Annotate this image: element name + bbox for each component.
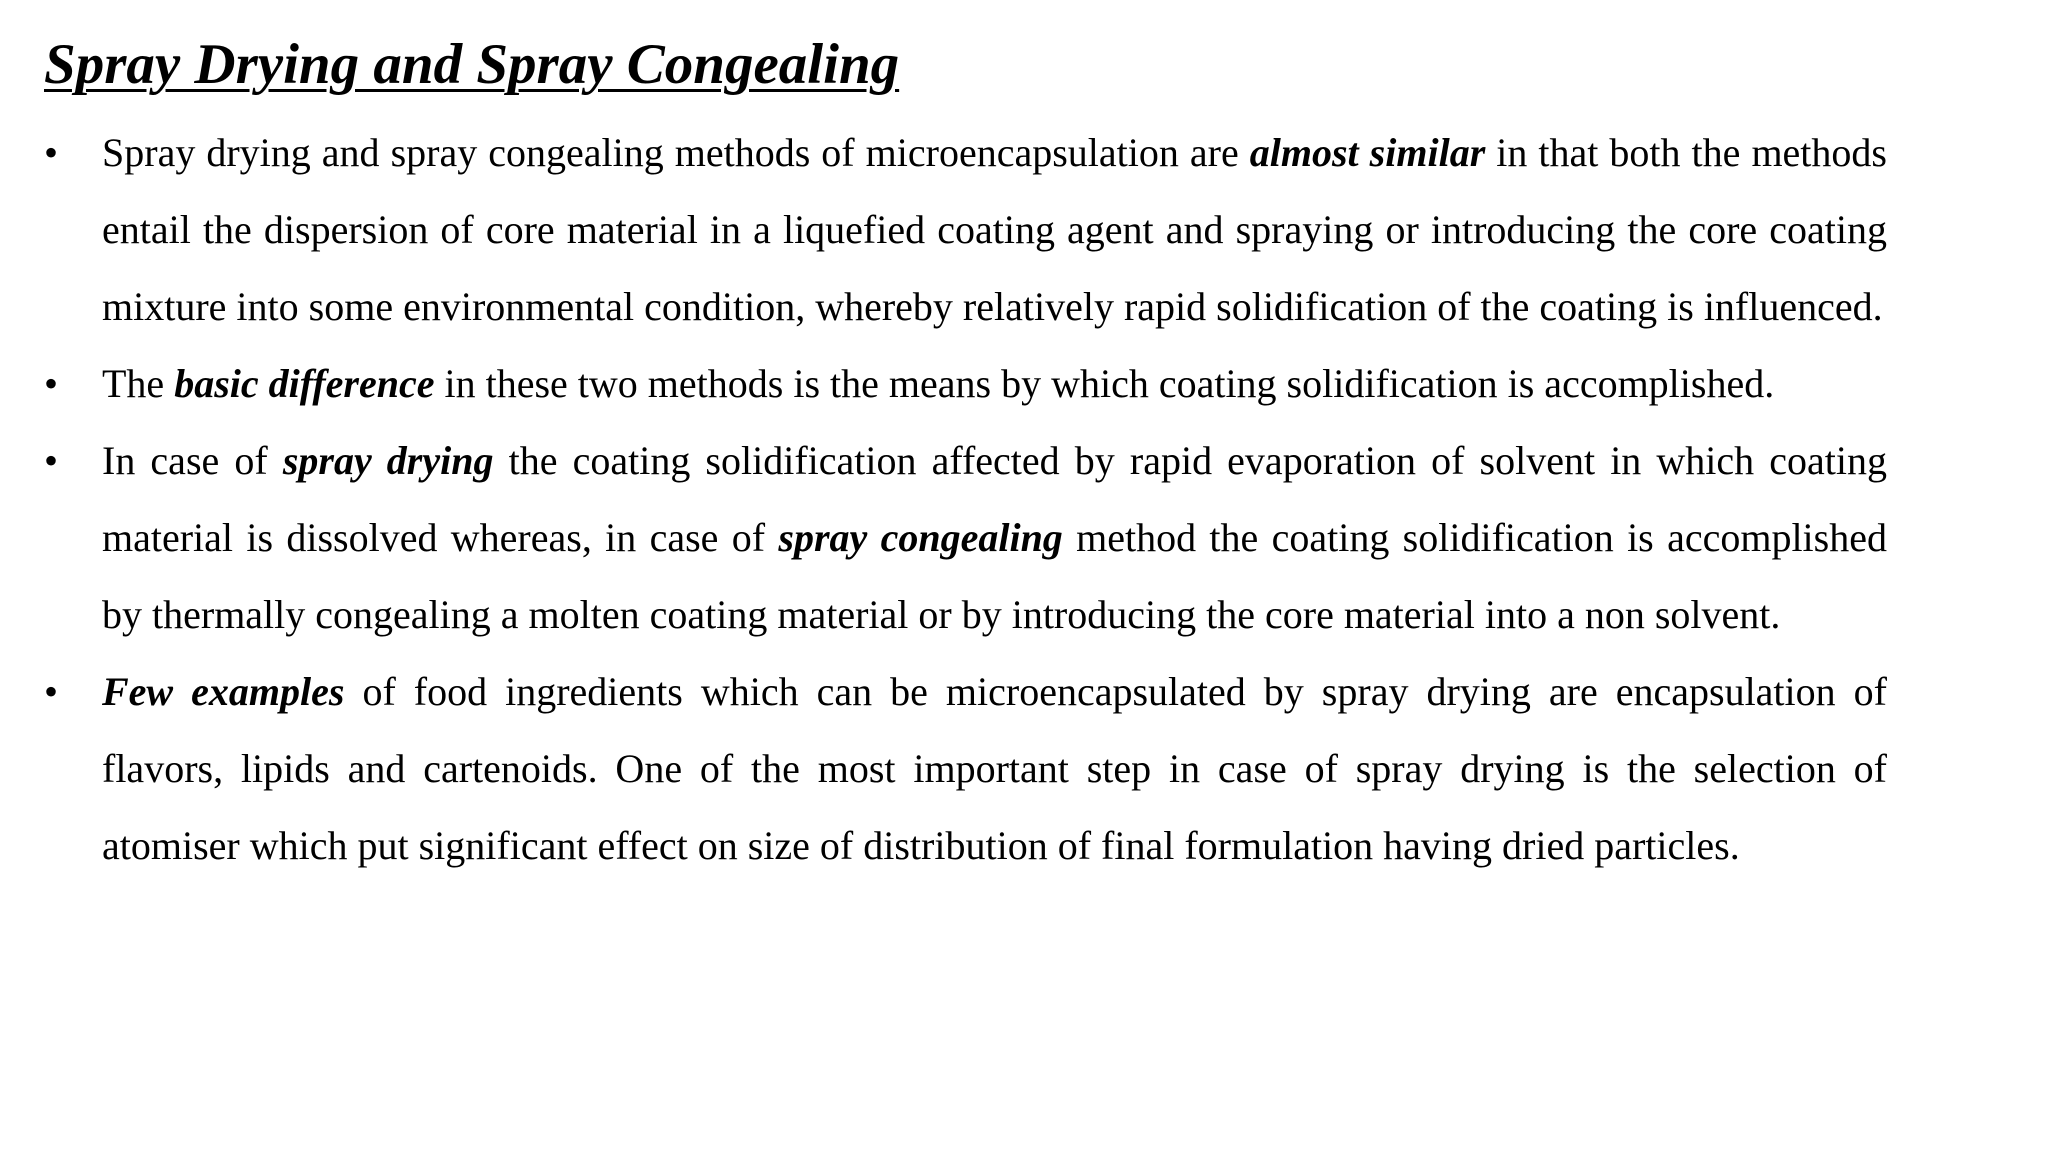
text-run: method the coating solidification is accomplished by thermally congealing a molten coating material or by introducing the core material into a non solvent. [102,515,1887,637]
emphasis-text: spray congealing [778,515,1063,560]
slide-title: Spray Drying and Spray Congealing [44,33,900,96]
bullet-item-difference [0,345,2048,422]
bullet-text [102,114,1887,345]
text-run: in that both the methods entail the dispersion of core material in a liquefied coating agent and spraying or introducing the core coating mixture into some environmental condition, whereby relatively rapid solidification of the coating is influenced. [102,130,1887,329]
text-run: in these two methods is the means by which coating solidification is accomplished. [434,361,1775,406]
text-run: the coating solidification affected by rapid evaporation of solvent in which coating material is dissolved whereas, in case of [102,438,1888,560]
bullet-icon: • [44,669,59,714]
bullet-item-mechanisms [0,422,2048,653]
text-run: of food ingredients which can be microencapsulated by spray drying are encapsulation of flavors, lipids and cartenoids. One of the most important step in case of spray drying is the selection of atomiser which put significant effect on size of distribution of final formulation having dried particles. [102,669,1887,868]
bullet-icon: • [44,361,59,406]
bullet-item-examples [0,653,2048,884]
emphasis-text: spray drying [282,438,494,483]
emphasis-text: almost similar [1249,130,1486,175]
bullet-text [102,422,1887,653]
emphasis-text: basic difference [174,361,435,406]
text-run: The [102,361,175,406]
bullet-item-similarity [0,114,2048,345]
bullet-text [102,345,1887,422]
emphasis-text: Few examples [102,669,345,714]
bullet-list [0,114,2048,884]
bullet-icon: • [44,438,59,483]
text-run: Spray drying and spray congealing methods of microencapsulation are [102,130,1250,175]
bullet-text [102,653,1887,884]
text-run: In case of [102,438,283,483]
bullet-icon: • [44,130,59,175]
